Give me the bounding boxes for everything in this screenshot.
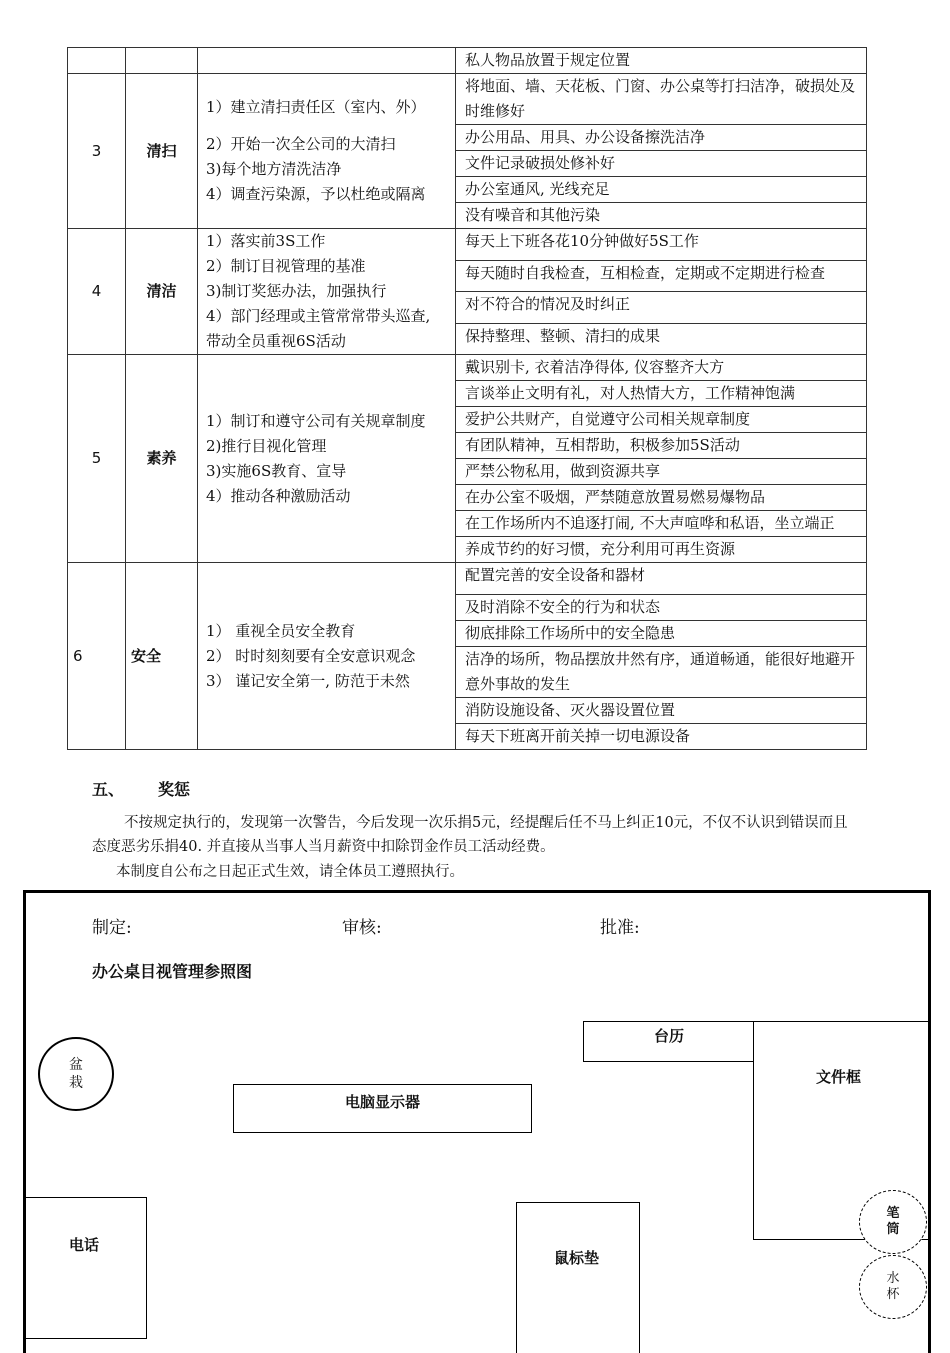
requirement-cell: 办公用品、用具、办公设备擦洗洁净 bbox=[456, 125, 867, 151]
plant-label: 盆栽 bbox=[69, 1057, 83, 1091]
method-line: 2） 时时刻刻要有全安意识观念 bbox=[206, 646, 416, 665]
mouse-pad-label: 鼠标垫 bbox=[554, 1249, 600, 1267]
item-name: 清洁 bbox=[126, 229, 198, 355]
row-number: 4 bbox=[68, 229, 126, 355]
mouse-pad-item bbox=[516, 1202, 640, 1353]
method-cell bbox=[198, 229, 456, 355]
requirement-cell: 戴识别卡, 衣着洁净得体, 仪容整齐大方 bbox=[456, 355, 867, 381]
phone-item bbox=[25, 1197, 147, 1339]
requirement-cell: 文件记录破损处修补好 bbox=[456, 151, 867, 177]
method-line bbox=[198, 120, 455, 132]
water-cup-item bbox=[859, 1255, 927, 1319]
item-name: 安全 bbox=[126, 563, 198, 750]
calendar-item bbox=[583, 1021, 755, 1062]
empty-cell bbox=[68, 48, 126, 74]
method-line: 2)推行目视化管理 bbox=[206, 436, 327, 455]
section-title: 奖惩 bbox=[158, 780, 191, 799]
row-number: 6 bbox=[68, 563, 126, 750]
method-line: 3） 谨记安全第一, 防范于未然 bbox=[206, 671, 410, 690]
requirement-cell: 对不符合的情况及时纠正 bbox=[456, 292, 867, 324]
reward-paragraph: 不按规定执行的，发现第一次警告，今后发现一次乐捐5元，经提醒后任不马上纠正10元，不仅不认识到错误而且态度恶劣乐捐40. 并直接从当事人当月薪资中扣除罚金作员工活动经费。 bbox=[92, 815, 848, 855]
requirement-cell: 没有噪音和其他污染 bbox=[456, 203, 867, 229]
approved-by-label: 批准: bbox=[600, 918, 640, 938]
requirement-cell: 保持整理、整顿、清扫的成果 bbox=[456, 323, 867, 355]
method-line: 4）调查污染源，予以杜绝或隔离 bbox=[206, 185, 426, 203]
requirement-cell: 严禁公物私用，做到资源共享 bbox=[456, 459, 867, 485]
phone-label: 电话 bbox=[69, 1236, 100, 1254]
requirement-cell: 洁净的场所，物品摆放井然有序，通道畅通，能很好地避开意外事故的发生 bbox=[456, 647, 867, 698]
method-line: 3)实施6S教育、宣导 bbox=[206, 461, 347, 480]
requirement-cell: 在办公室不吸烟，严禁随意放置易燃易爆物品 bbox=[456, 485, 867, 511]
method-line: 2）制订目视管理的基准 bbox=[206, 257, 366, 275]
pen-holder-item bbox=[859, 1190, 927, 1254]
requirement-cell: 将地面、墙、天花板、门窗、办公桌等打扫洁净，破损处及时维修好 bbox=[456, 74, 867, 125]
requirement-cell: 每天下班离开前关掉一切电源设备 bbox=[456, 724, 867, 750]
calendar-label: 台历 bbox=[653, 1027, 684, 1045]
method-line: 1） 重视全员安全教育 bbox=[206, 621, 356, 640]
method-cell bbox=[198, 355, 456, 563]
section-number: 五、 bbox=[92, 780, 125, 799]
requirement-cell: 及时消除不安全的行为和状态 bbox=[456, 595, 867, 621]
6s-table bbox=[67, 47, 867, 750]
requirement-cell: 每天随时自我检查，互相检查，定期或不定期进行检查 bbox=[456, 260, 867, 292]
row-number: 5 bbox=[68, 355, 126, 563]
item-name: 清扫 bbox=[126, 74, 198, 229]
method-line: 4）推动各种激励活动 bbox=[206, 486, 351, 505]
method-line: 3)每个地方清洗洁净 bbox=[206, 160, 342, 178]
pen-holder-label: 笔筒 bbox=[886, 1206, 900, 1237]
reviewed-by-label: 审核: bbox=[342, 918, 382, 938]
diagram-title: 办公桌目视管理参照图 bbox=[92, 962, 253, 981]
requirement-cell: 言谈举止文明有礼，对人热情大方，工作精神饱满 bbox=[456, 381, 867, 407]
empty-cell bbox=[126, 48, 198, 74]
requirement-cell: 配置完善的安全设备和器材 bbox=[456, 563, 867, 595]
effective-paragraph: 本制度自公布之日起正式生效，请全体员工遵照执行。 bbox=[116, 864, 464, 880]
method-cell bbox=[198, 74, 456, 229]
requirement-cell: 办公室通风, 光线充足 bbox=[456, 177, 867, 203]
made-by-label: 制定: bbox=[92, 918, 132, 938]
item-name: 素养 bbox=[126, 355, 198, 563]
requirement-cell: 私人物品放置于规定位置 bbox=[456, 48, 867, 74]
method-line: 2）开始一次全公司的大清扫 bbox=[206, 135, 396, 153]
requirement-cell: 养成节约的好习惯，充分利用可再生资源 bbox=[456, 537, 867, 563]
requirement-cell: 彻底排除工作场所中的安全隐患 bbox=[456, 621, 867, 647]
requirement-cell: 在工作场所内不追逐打闹, 不大声喧哗和私语，坐立端正 bbox=[456, 511, 867, 537]
requirement-cell: 爱护公共财产，自觉遵守公司相关规章制度 bbox=[456, 407, 867, 433]
requirement-cell: 每天上下班各花10分钟做好5S工作 bbox=[456, 229, 867, 261]
monitor-item bbox=[233, 1084, 532, 1133]
method-line: 1）建立清扫责任区（室内、外） bbox=[206, 98, 426, 116]
method-cell bbox=[198, 563, 456, 750]
method-line: 3)制订奖惩办法，加强执行 bbox=[206, 282, 387, 300]
row-number: 3 bbox=[68, 74, 126, 229]
method-line: 4）部门经理或主管常常带头巡查, 带动全员重视6S活动 bbox=[206, 307, 431, 350]
desk-diagram-frame bbox=[23, 890, 931, 1353]
monitor-label: 电脑显示器 bbox=[344, 1093, 420, 1111]
method-line: 1）制订和遵守公司有关规章制度 bbox=[206, 411, 426, 430]
requirement-cell: 消防设施设备、灭火器设置位置 bbox=[456, 698, 867, 724]
water-cup-label: 水杯 bbox=[886, 1271, 900, 1302]
empty-cell bbox=[198, 48, 456, 74]
plant-item bbox=[38, 1037, 114, 1111]
method-line: 1）落实前3S工作 bbox=[206, 232, 326, 250]
requirement-cell: 有团队精神，互相帮助，积极参加5S活动 bbox=[456, 433, 867, 459]
file-rack-label: 文件框 bbox=[816, 1068, 862, 1086]
